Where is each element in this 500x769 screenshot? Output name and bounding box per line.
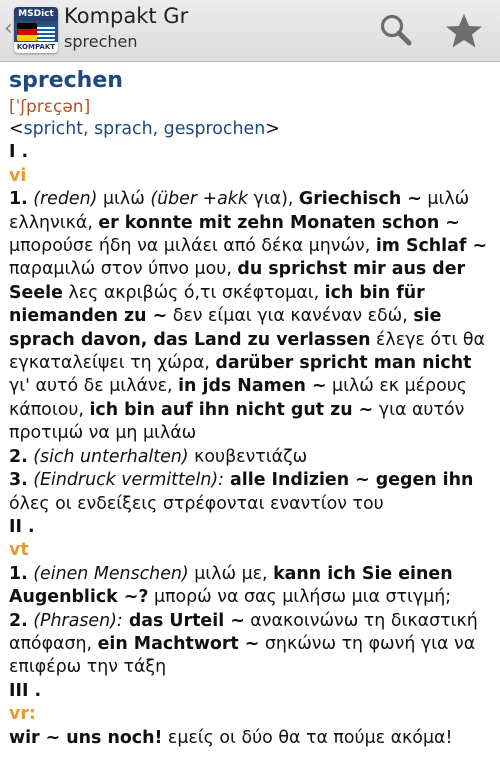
translation: μιλώ ελληνικά, <box>9 189 470 233</box>
translation: μπορώ να σας μιλήσω μια στιγμή; <box>148 587 452 608</box>
german-flag-icon <box>17 23 37 41</box>
sense-note: (über +akk <box>150 189 248 210</box>
verb-forms-text: spricht, sprach, gesprochen <box>23 119 266 139</box>
translation: για), <box>247 189 299 210</box>
phrase: kann ich Sie einen Augenblick ~? <box>9 563 453 608</box>
favorite-button[interactable] <box>444 12 484 50</box>
translation: δεν είμαι για κανέναν εδώ, <box>167 306 414 327</box>
translation: μιλώ εκ μέρους κάποιου, <box>9 376 467 420</box>
sense-note: (sich unterhalten) <box>33 446 189 467</box>
sense <box>9 446 493 469</box>
phrase: darüber spricht man nicht <box>215 353 472 374</box>
phrase: wir ~ uns noch! <box>9 727 163 748</box>
translation: γι' αυτό δε μιλάνε, <box>9 376 179 397</box>
sense-number: 2. <box>9 610 28 631</box>
translation: όλες οι ενδείξεις στρέφονται εναντίον του <box>9 493 384 514</box>
app-logo-text: MSDict <box>14 7 58 21</box>
part-of-speech: vr: <box>9 704 36 725</box>
sense-note: (einen Menschen) <box>33 563 189 584</box>
up-navigation-icon[interactable]: ‹ <box>4 16 13 41</box>
star-icon <box>444 12 484 50</box>
verb-forms <box>9 118 493 141</box>
translation: σηκώνω τη φωνή για να επιφέρω την τάξη <box>9 633 476 678</box>
phrase: ich bin auf ihn nicht gut zu ~ <box>89 399 374 420</box>
part-of-speech: vt <box>9 540 29 561</box>
sense-number: 3. <box>9 470 28 491</box>
phrase: ich bin für niemanden zu ~ <box>9 282 425 327</box>
translation: μπορούσε ήδη να μιλάει από δέκα μηνών, <box>9 236 376 257</box>
app-subtitle: sprechen <box>64 32 138 51</box>
phrase: ein Machtwort ~ <box>97 633 260 654</box>
translation: ανακοινώνω τη δικαστική απόφαση, <box>9 610 478 654</box>
translation: εμείς οι δύο θα τα πούμε ακόμα! <box>162 727 453 748</box>
verb-forms-open: < <box>9 119 24 139</box>
app-title: Kompakt Gr <box>64 4 189 28</box>
translation: μιλώ <box>97 189 151 210</box>
translation: για αυτόν προτιμώ να μη μιλάω <box>9 399 465 444</box>
greek-flag-icon <box>37 25 55 41</box>
phrase: du sprichst mir aus der Seele <box>9 259 466 303</box>
phrase: alle Indizien ~ gegen ihn <box>224 470 474 491</box>
action-bar <box>0 0 500 62</box>
verb-forms-close: > <box>265 119 280 139</box>
translation: κουβεντιάζω <box>188 446 308 467</box>
sense <box>9 563 493 610</box>
sense-note: (Phrasen): <box>33 610 123 631</box>
section-roman-numeral: I . <box>9 142 29 163</box>
phrase: im Schlaf ~ <box>375 236 488 257</box>
section-roman-numeral: II . <box>9 516 35 537</box>
phrase: das Urteil ~ <box>122 610 245 631</box>
sense-number: 1. <box>9 189 28 210</box>
section-roman-numeral: III . <box>9 680 42 701</box>
phrase: Griechisch ~ <box>298 189 422 210</box>
phrase: sie sprach davon, das Land zu verlassen <box>9 306 442 350</box>
part-of-speech: vi <box>9 165 27 186</box>
sense-number: 1. <box>9 563 28 584</box>
pronunciation: [ˈʃprɛçən] <box>9 97 91 117</box>
sense <box>9 469 493 516</box>
sense-number: 2. <box>9 446 28 467</box>
search-button[interactable] <box>378 12 414 48</box>
phrase: er konnte mit zehn Monaten schon ~ <box>98 212 460 233</box>
dictionary-entry <box>9 66 493 750</box>
translation: λες ακριβώς ό,τι σκέφτομαι, <box>62 282 325 303</box>
app-logo[interactable] <box>14 7 58 53</box>
sense <box>9 610 493 680</box>
translation: παραμιλώ στον ύπνο μου, <box>9 259 238 280</box>
phrase: in jds Namen ~ <box>178 376 327 397</box>
headword: sprechen <box>9 68 123 93</box>
search-icon <box>378 12 414 48</box>
translation: έλεγε ότι θα εγκαταλείψει τη χώρα, <box>9 329 485 374</box>
translation: μιλώ με, <box>188 563 274 584</box>
sense <box>9 188 493 445</box>
sense <box>9 727 493 750</box>
sense-note: (reden) <box>33 189 98 210</box>
app-logo-subtext: KOMPAKT <box>14 42 58 53</box>
sense-note: (Eindruck vermitteln): <box>33 470 224 491</box>
